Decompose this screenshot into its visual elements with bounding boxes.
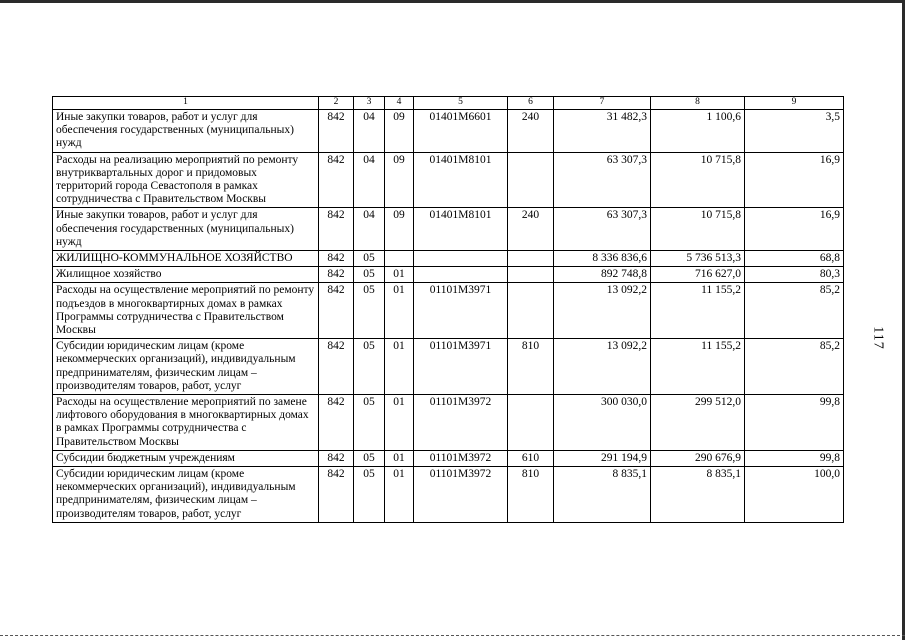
section-code: 05	[354, 267, 385, 283]
execution-percent: 85,2	[745, 283, 844, 339]
approved-amount: 13 092,2	[554, 339, 651, 395]
executed-amount: 1 100,6	[651, 110, 745, 153]
table-row	[53, 283, 844, 339]
column-header: 8	[651, 97, 745, 110]
approved-amount: 63 307,3	[554, 208, 651, 251]
expense-type-code: 610	[508, 450, 554, 466]
column-header: 1	[53, 97, 319, 110]
expense-type-code	[508, 251, 554, 267]
table-row	[53, 152, 844, 208]
expense-type-code	[508, 283, 554, 339]
executed-amount: 299 512,0	[651, 395, 745, 451]
ministry-code: 842	[319, 152, 354, 208]
page-number: 117	[870, 326, 886, 350]
row-description: Иные закупки товаров, работ и услуг для обеспечения государственных (муниципальных) нужд	[53, 208, 319, 251]
row-description: Расходы на реализацию мероприятий по ремонту внутриквартальных дорог и придомовых территорий города Севастополя в рамках сотрудничества с Правительством Москвы	[53, 152, 319, 208]
row-description: Жилищное хозяйство	[53, 267, 319, 283]
section-code: 05	[354, 283, 385, 339]
expense-type-code: 240	[508, 110, 554, 153]
target-article-code: 01401М8101	[414, 152, 508, 208]
section-code: 04	[354, 152, 385, 208]
expense-type-code: 810	[508, 467, 554, 523]
approved-amount: 291 194,9	[554, 450, 651, 466]
subsection-code: 01	[385, 339, 414, 395]
expense-type-code	[508, 395, 554, 451]
approved-amount: 63 307,3	[554, 152, 651, 208]
row-description: Субсидии юридическим лицам (кроме некоммерческих организаций), индивидуальным предпринимателям, физическим лицам – производителям товаров, работ, услуг	[53, 339, 319, 395]
row-description: Субсидии юридическим лицам (кроме некоммерческих организаций), индивидуальным предпринимателям, физическим лицам – производителям товаров, работ, услуг	[53, 467, 319, 523]
subsection-code: 01	[385, 467, 414, 523]
column-header: 2	[319, 97, 354, 110]
ministry-code: 842	[319, 267, 354, 283]
row-description: Расходы на осуществление мероприятий по ремонту подъездов в многоквартирных домах в рамках Программы сотрудничества с Правительством Москвы	[53, 283, 319, 339]
target-article-code	[414, 267, 508, 283]
ministry-code: 842	[319, 467, 354, 523]
execution-percent: 85,2	[745, 339, 844, 395]
page-border-bottom	[0, 635, 905, 636]
expense-type-code	[508, 152, 554, 208]
row-description: Иные закупки товаров, работ и услуг для обеспечения государственных (муниципальных) нужд	[53, 110, 319, 153]
approved-amount: 31 482,3	[554, 110, 651, 153]
executed-amount: 11 155,2	[651, 339, 745, 395]
expense-type-code	[508, 267, 554, 283]
executed-amount: 5 736 513,3	[651, 251, 745, 267]
budget-table	[52, 96, 844, 523]
execution-percent: 16,9	[745, 208, 844, 251]
execution-percent: 68,8	[745, 251, 844, 267]
row-description: Субсидии бюджетным учреждениям	[53, 450, 319, 466]
target-article-code: 01101М3972	[414, 450, 508, 466]
expense-type-code: 240	[508, 208, 554, 251]
execution-percent: 99,8	[745, 395, 844, 451]
table-row	[53, 110, 844, 153]
table-body	[53, 110, 844, 523]
approved-amount: 892 748,8	[554, 267, 651, 283]
subsection-code: 09	[385, 110, 414, 153]
target-article-code: 01101М3971	[414, 283, 508, 339]
execution-percent: 80,3	[745, 267, 844, 283]
column-header: 3	[354, 97, 385, 110]
column-header: 6	[508, 97, 554, 110]
column-number-row	[53, 97, 844, 110]
subsection-code: 01	[385, 395, 414, 451]
target-article-code: 01101М3971	[414, 339, 508, 395]
table-row	[53, 251, 844, 267]
table-row	[53, 467, 844, 523]
section-code: 05	[354, 251, 385, 267]
executed-amount: 10 715,8	[651, 152, 745, 208]
target-article-code: 01401М6601	[414, 110, 508, 153]
section-code: 04	[354, 110, 385, 153]
row-description: Расходы на осуществление мероприятий по замене лифтового оборудования в многоквартирных домах в рамках Программы сотрудничества с Правительством Москвы	[53, 395, 319, 451]
section-code: 05	[354, 395, 385, 451]
row-description: ЖИЛИЩНО-КОММУНАЛЬНОЕ ХОЗЯЙСТВО	[53, 251, 319, 267]
page-border-top	[0, 0, 905, 3]
table-row	[53, 395, 844, 451]
table-row	[53, 339, 844, 395]
target-article-code: 01401М8101	[414, 208, 508, 251]
column-header: 5	[414, 97, 508, 110]
section-code: 04	[354, 208, 385, 251]
column-header: 9	[745, 97, 844, 110]
ministry-code: 842	[319, 283, 354, 339]
ministry-code: 842	[319, 339, 354, 395]
execution-percent: 3,5	[745, 110, 844, 153]
executed-amount: 10 715,8	[651, 208, 745, 251]
section-code: 05	[354, 339, 385, 395]
section-code: 05	[354, 450, 385, 466]
approved-amount: 13 092,2	[554, 283, 651, 339]
table-row	[53, 267, 844, 283]
section-code: 05	[354, 467, 385, 523]
column-header: 4	[385, 97, 414, 110]
execution-percent: 16,9	[745, 152, 844, 208]
executed-amount: 11 155,2	[651, 283, 745, 339]
ministry-code: 842	[319, 395, 354, 451]
execution-percent: 100,0	[745, 467, 844, 523]
target-article-code	[414, 251, 508, 267]
subsection-code: 01	[385, 267, 414, 283]
executed-amount: 8 835,1	[651, 467, 745, 523]
ministry-code: 842	[319, 251, 354, 267]
approved-amount: 8 835,1	[554, 467, 651, 523]
expense-type-code: 810	[508, 339, 554, 395]
executed-amount: 716 627,0	[651, 267, 745, 283]
ministry-code: 842	[319, 450, 354, 466]
target-article-code: 01101М3972	[414, 467, 508, 523]
subsection-code: 09	[385, 208, 414, 251]
approved-amount: 8 336 836,6	[554, 251, 651, 267]
ministry-code: 842	[319, 110, 354, 153]
ministry-code: 842	[319, 208, 354, 251]
execution-percent: 99,8	[745, 450, 844, 466]
table-row	[53, 208, 844, 251]
approved-amount: 300 030,0	[554, 395, 651, 451]
subsection-code	[385, 251, 414, 267]
subsection-code: 01	[385, 450, 414, 466]
table-row	[53, 450, 844, 466]
column-header: 7	[554, 97, 651, 110]
executed-amount: 290 676,9	[651, 450, 745, 466]
subsection-code: 01	[385, 283, 414, 339]
target-article-code: 01101М3972	[414, 395, 508, 451]
subsection-code: 09	[385, 152, 414, 208]
